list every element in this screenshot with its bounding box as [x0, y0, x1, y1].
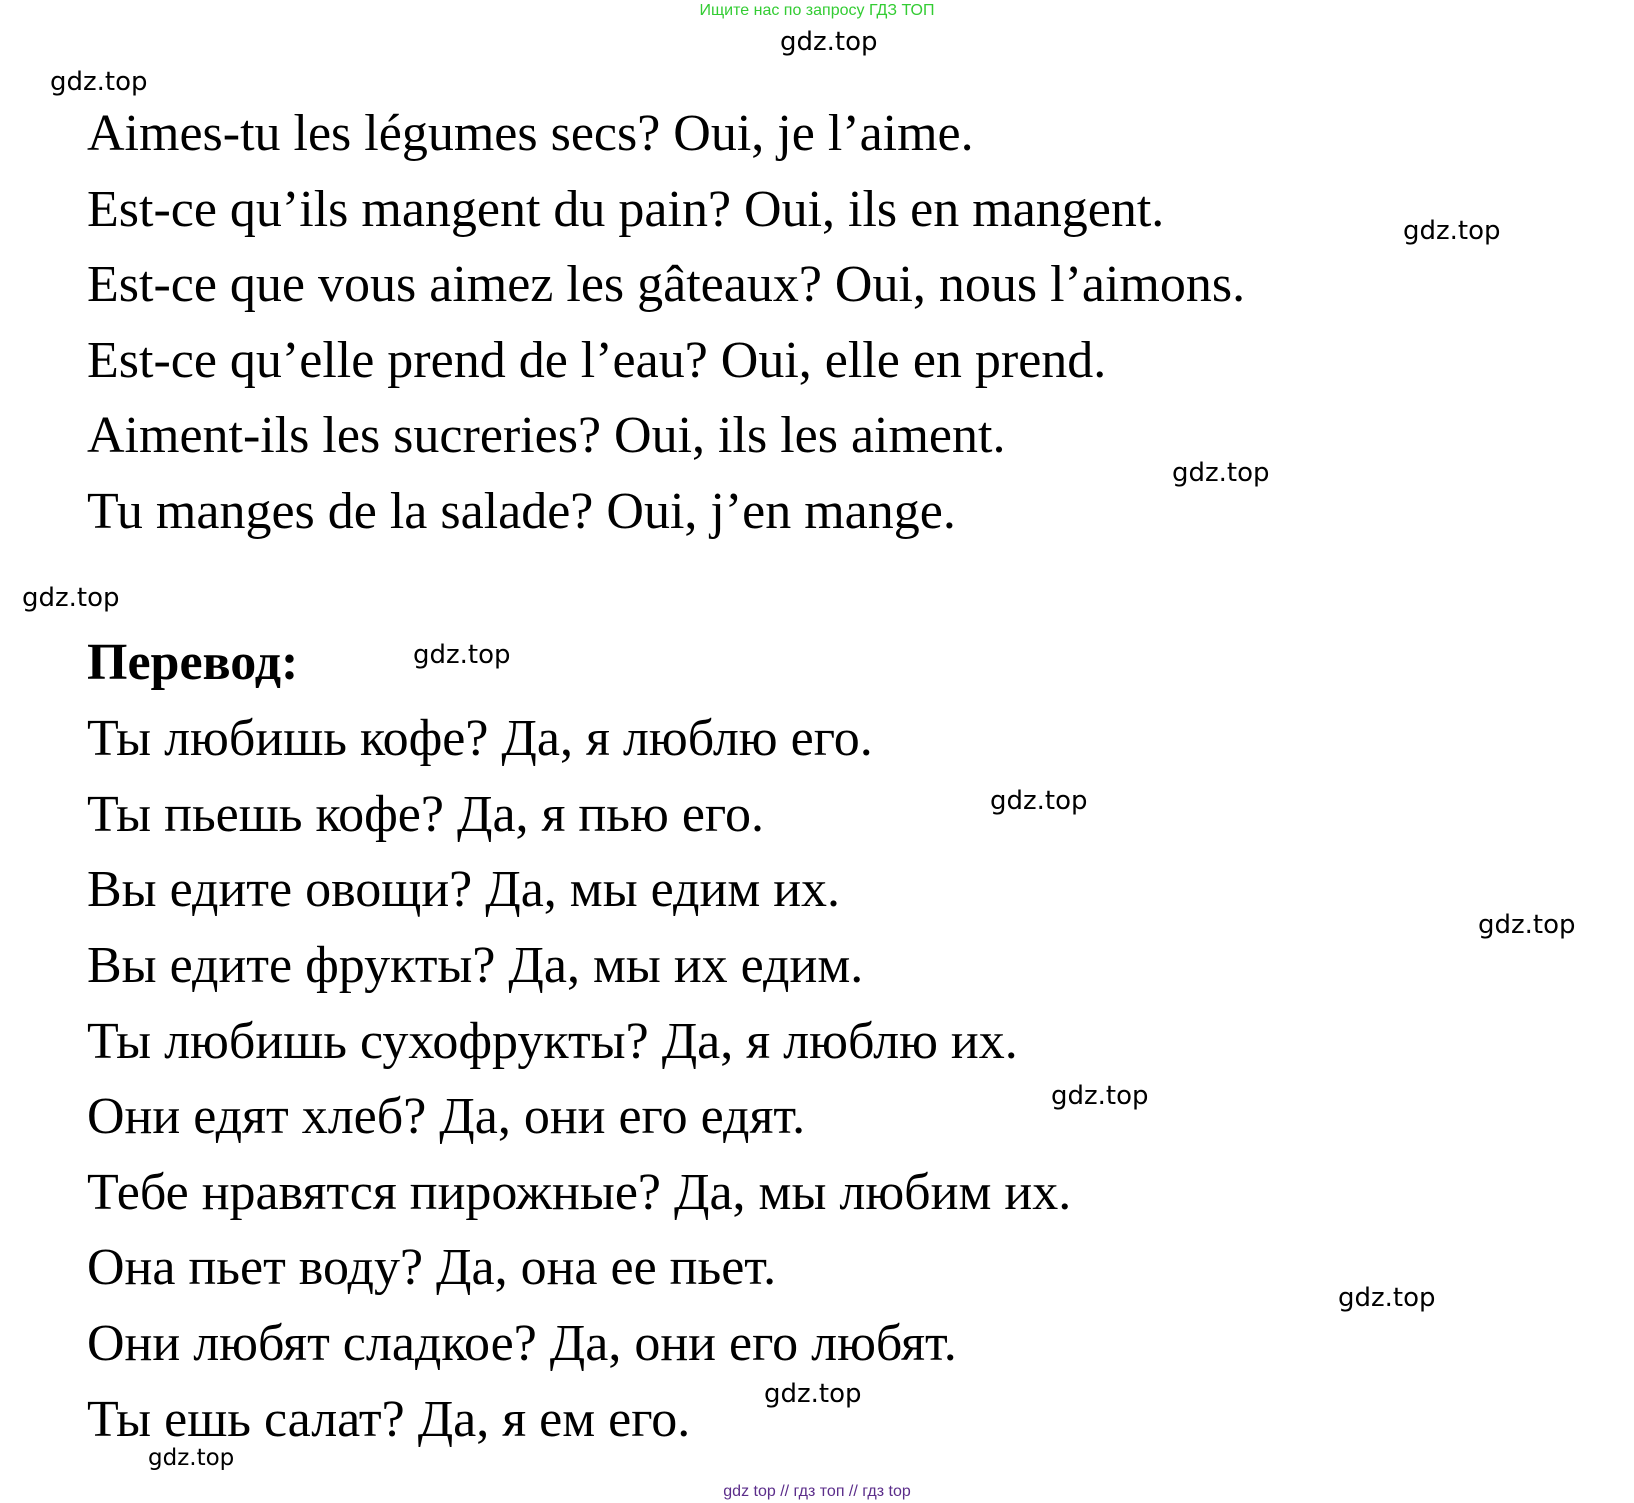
watermark: gdz.top [22, 583, 120, 613]
french-line: Est-ce qu’elle prend de l’eau? Oui, elle en prend. [87, 332, 1107, 389]
russian-line: Ты любишь кофе? Да, я люблю его. [87, 710, 873, 767]
russian-line: Она пьет воду? Да, она ее пьет. [87, 1239, 777, 1296]
russian-line: Они любят сладкое? Да, они его любят. [87, 1315, 957, 1372]
russian-line: Ты любишь сухофрукты? Да, я люблю их. [87, 1013, 1018, 1070]
watermark: gdz.top [1051, 1081, 1149, 1111]
translation-heading: Перевод: [87, 634, 299, 691]
watermark: gdz.top [1338, 1283, 1436, 1313]
watermark: gdz.top [1478, 910, 1576, 940]
watermark: gdz.top [764, 1379, 862, 1409]
watermark: gdz.top [1172, 458, 1270, 488]
russian-line: Вы едите фрукты? Да, мы их едим. [87, 937, 864, 994]
french-line: Est-ce qu’ils mangent du pain? Oui, ils en mangent. [87, 181, 1165, 238]
top-banner: Ищите нас по запросу ГДЗ ТОП [699, 2, 935, 19]
russian-line: Они едят хлеб? Да, они его едят. [87, 1088, 806, 1145]
watermark: gdz.top [50, 67, 148, 97]
french-line: Tu manges de la salade? Oui, j’en mange. [87, 483, 956, 540]
watermark: gdz.top [990, 786, 1088, 816]
watermark: gdz.top [148, 1445, 235, 1471]
watermark: gdz.top [1403, 216, 1501, 246]
watermark: gdz.top [780, 27, 878, 57]
russian-line: Вы едите овощи? Да, мы едим их. [87, 861, 841, 918]
watermark: gdz.top [413, 640, 511, 670]
french-line: Aiment-ils les sucreries? Oui, ils les aiment. [87, 407, 1006, 464]
russian-line: Ты пьешь кофе? Да, я пью его. [87, 786, 764, 843]
french-line: Est-ce que vous aimez les gâteaux? Oui, nous l’aimons. [87, 256, 1246, 313]
french-line: Aimes-tu les légumes secs? Oui, je l’aime. [87, 105, 974, 162]
russian-line: Тебе нравятся пирожные? Да, мы любим их. [87, 1164, 1072, 1221]
russian-line: Ты ешь салат? Да, я ем его. [87, 1391, 691, 1448]
bottom-banner: gdz top // гдз топ // гдз top [723, 1483, 911, 1500]
